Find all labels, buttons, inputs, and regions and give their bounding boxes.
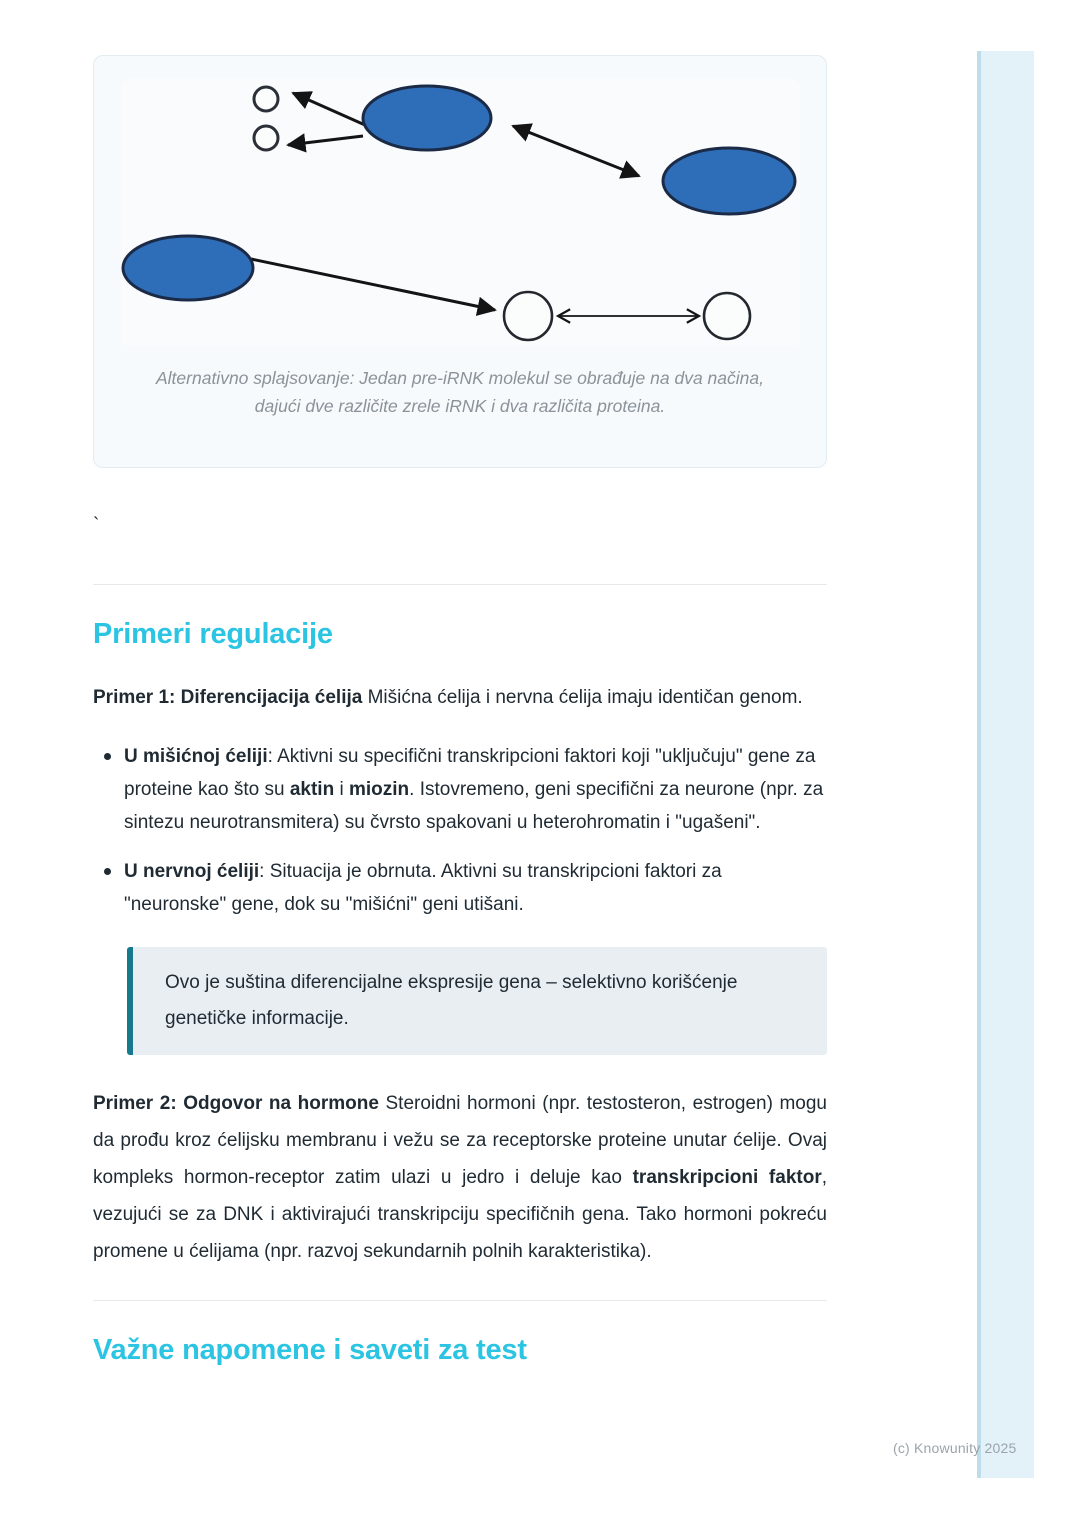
product-circle-left bbox=[504, 292, 552, 340]
page-side-bar bbox=[977, 51, 1034, 1478]
small-circle-1 bbox=[254, 87, 278, 111]
figure-caption: Alternativno splajsovanje: Jedan pre-iRNK molekul se obrađuje na dva načina, dajući dve različite zrele iRNK i dva različita proteina. bbox=[156, 368, 764, 416]
section-heading-vazne-napomene: Važne napomene i saveti za test bbox=[93, 1334, 527, 1366]
figure-card bbox=[93, 55, 827, 468]
document-content bbox=[93, 0, 827, 1369]
section-heading-primeri-regulacije: Primeri regulacije bbox=[93, 618, 333, 650]
figure-image bbox=[121, 79, 800, 346]
blue-ellipse-left bbox=[123, 236, 253, 300]
bullet-item-muscle-cell: U mišićnoj ćeliji: Aktivni su specifični transkripcioni faktori koji "uključuju" gene za proteine kao što su aktin i miozin. Istovremeno, geni specifični za neurone (npr. za sintezu neurotransmitera) su čvrsto spakovani u heterohromatin i "ugašeni". bbox=[124, 740, 827, 839]
blue-ellipse-top bbox=[363, 86, 491, 150]
arrow-top-ellipse-to-small-circle-2 bbox=[288, 136, 363, 145]
callout-note bbox=[127, 947, 827, 1055]
section-divider bbox=[93, 584, 827, 585]
small-circle-2 bbox=[254, 126, 278, 150]
callout-text: Ovo je suština diferencijalne ekspresije gena – selektivno korišćenje genetičke informacije. bbox=[165, 972, 738, 1029]
arrow-left-ellipse-to-bottom-circle bbox=[251, 259, 495, 310]
alternative-splicing-diagram bbox=[121, 79, 800, 346]
footer-credit: (c) Knowunity 2025 bbox=[893, 1440, 1017, 1456]
arrow-double-top-to-right-ellipse bbox=[513, 126, 639, 176]
blue-ellipse-right bbox=[663, 148, 795, 214]
arrow-top-ellipse-to-small-circle-1 bbox=[293, 93, 365, 125]
product-circle-right bbox=[704, 293, 750, 339]
section-divider-2 bbox=[93, 1300, 827, 1301]
bullet-item-nerve-cell: U nervnoj ćeliji: Situacija je obrnuta. Aktivni su transkripcioni faktori za "neuronske" gene, dok su "mišićni" geni utišani. bbox=[124, 855, 827, 921]
paragraph-primer-1: Primer 1: Diferencijacija ćelija Mišićna ćelija i nervna ćelija imaju identičan genom. bbox=[93, 687, 803, 708]
stray-backtick: ` bbox=[93, 515, 100, 536]
bullet-list bbox=[93, 740, 827, 921]
paragraph-primer-2: Primer 2: Odgovor na hormone Steroidni hormoni (npr. testosteron, estrogen) mogu da prođu kroz ćelijsku membranu i vežu se za receptorske proteine unutar ćelije. Ovaj kompleks hormon-receptor zatim ulazi u jedro i deluje kao transkripcioni faktor, vezujući se za DNK i aktivirajući transkripciju specifičnih gena. Tako hormoni pokreću promene u ćelijama (npr. razvoj sekundarnih polnih karakteristika). bbox=[93, 1093, 827, 1262]
